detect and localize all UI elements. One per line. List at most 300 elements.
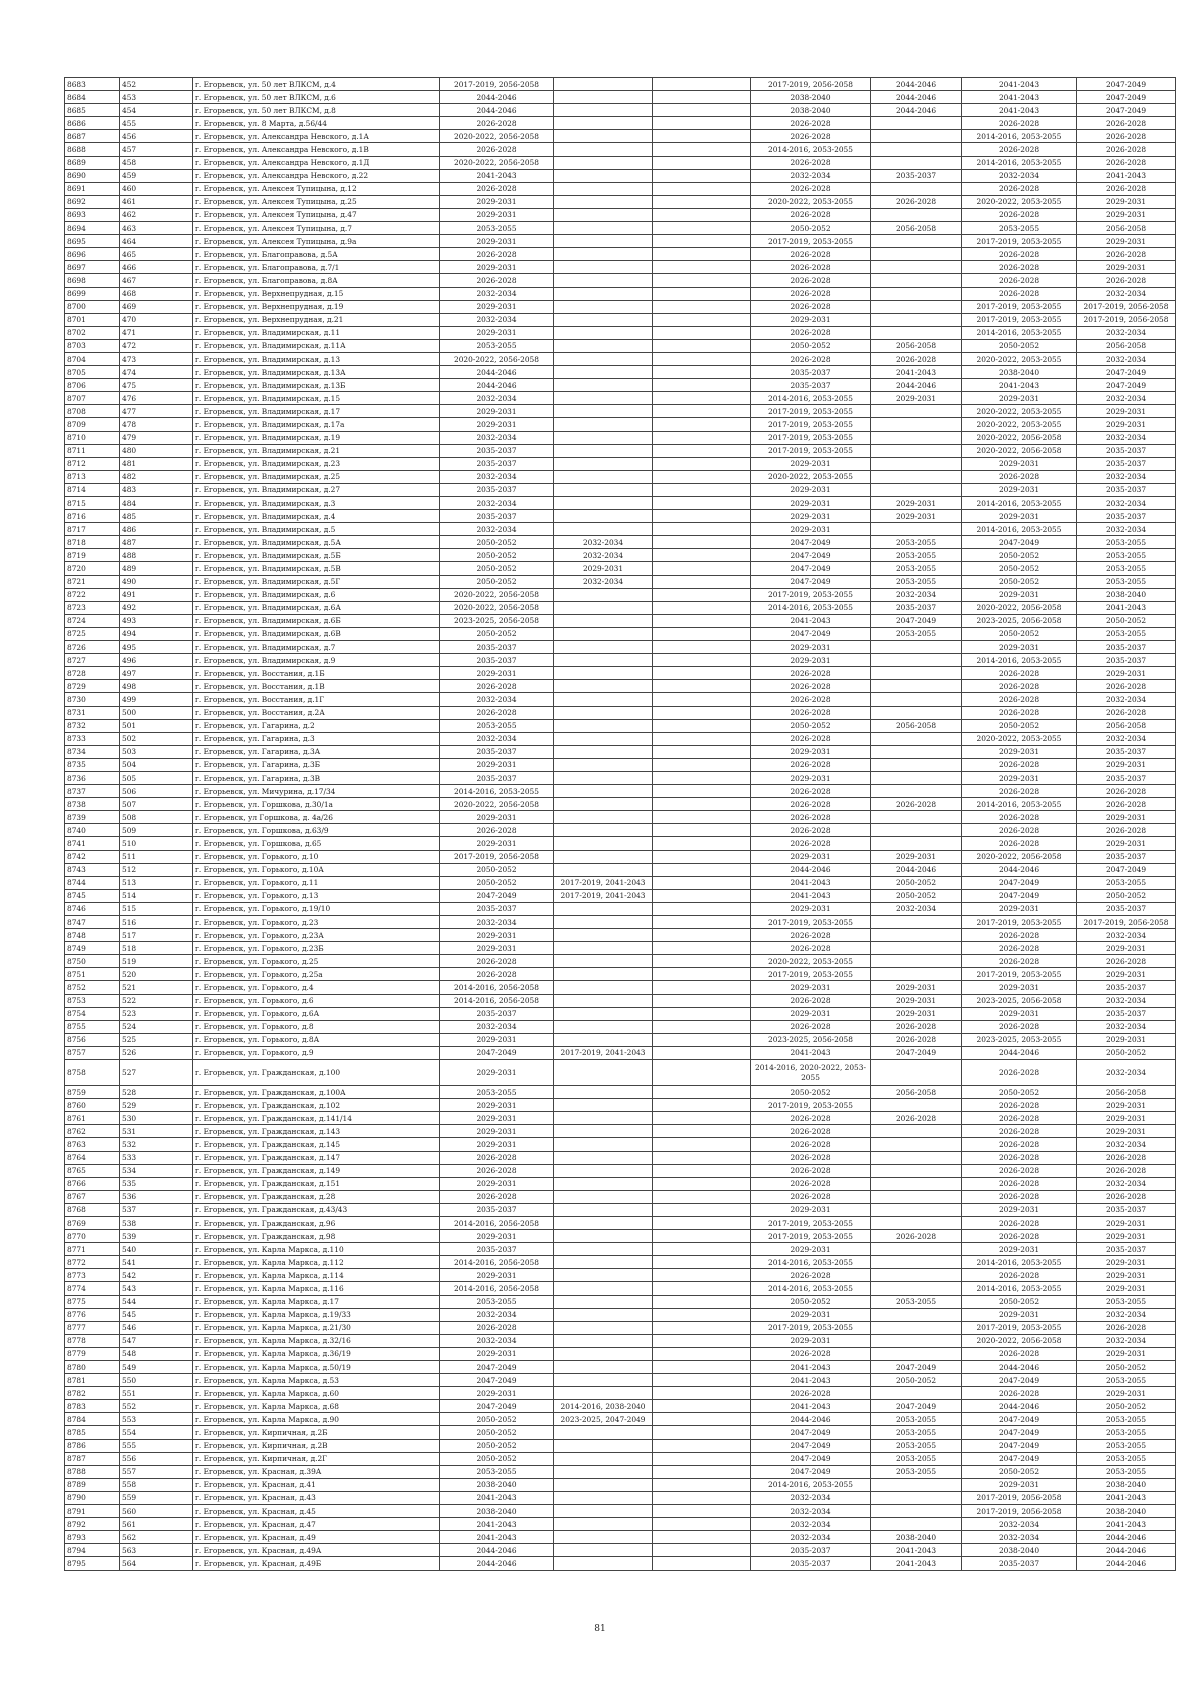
address-cell: г. Егорьевск, ул. Владимирская, д.5В (193, 562, 440, 575)
period-cell: 2029-2031 (962, 457, 1077, 470)
period-cell: 2056-2058 (871, 222, 962, 235)
row-number-cell: 8755 (65, 1020, 120, 1033)
period-cell: 2026-2028 (962, 706, 1077, 719)
period-cell: 2032-2034 (440, 497, 554, 510)
period-cell (554, 641, 653, 654)
period-cell (653, 104, 751, 117)
row-number-cell: 8770 (65, 1230, 120, 1243)
period-cell: 2026-2028 (962, 680, 1077, 693)
period-cell: 2035-2037 (1077, 981, 1176, 994)
item-number-cell: 515 (120, 902, 193, 915)
period-cell: 2026-2028 (440, 1190, 554, 1203)
period-cell: 2026-2028 (871, 798, 962, 811)
address-cell: г. Егорьевск, ул. Верхнепрудная, д.21 (193, 313, 440, 326)
row-number-cell: 8728 (65, 667, 120, 680)
item-number-cell: 553 (120, 1413, 193, 1426)
row-number-cell: 8702 (65, 326, 120, 339)
table-row (65, 287, 1176, 300)
period-cell (554, 483, 653, 496)
period-cell: 2041-2043 (1077, 1518, 1176, 1531)
period-cell (554, 1243, 653, 1256)
period-cell (653, 1230, 751, 1243)
period-cell (653, 182, 751, 195)
item-number-cell: 486 (120, 523, 193, 536)
address-cell: г. Егорьевск, ул. Владимирская, д.9 (193, 654, 440, 667)
period-cell: 2026-2028 (1077, 130, 1176, 143)
period-cell (871, 771, 962, 784)
period-cell: 2017-2019, 2053-2055 (962, 1321, 1077, 1334)
period-cell (554, 1020, 653, 1033)
row-number-cell: 8787 (65, 1452, 120, 1465)
period-cell (554, 143, 653, 156)
address-cell: г. Егорьевск, ул. Гагарина, д.3 (193, 732, 440, 745)
period-cell: 2026-2028 (440, 274, 554, 287)
period-cell: 2014-2016, 2053-2055 (962, 156, 1077, 169)
period-cell: 2053-2055 (871, 1452, 962, 1465)
period-cell (871, 418, 962, 431)
table-row (65, 418, 1176, 431)
period-cell (554, 614, 653, 627)
period-cell: 2026-2028 (751, 929, 871, 942)
period-cell (554, 405, 653, 418)
period-cell (554, 156, 653, 169)
item-number-cell: 477 (120, 405, 193, 418)
period-cell (653, 235, 751, 248)
period-cell (871, 1518, 962, 1531)
period-cell: 2032-2034 (962, 1531, 1077, 1544)
period-cell: 2026-2028 (751, 824, 871, 837)
period-cell: 2050-2052 (751, 719, 871, 732)
period-cell (554, 1033, 653, 1046)
period-cell: 2053-2055 (871, 536, 962, 549)
item-number-cell: 539 (120, 1230, 193, 1243)
table-row (65, 195, 1176, 208)
address-cell: г. Егорьевск, ул. 50 лет ВЛКСМ, д.8 (193, 104, 440, 117)
period-cell: 2041-2043 (751, 889, 871, 902)
period-cell: 2053-2055 (1077, 1452, 1176, 1465)
period-cell: 2014-2016, 2038-2040 (554, 1400, 653, 1413)
period-cell: 2032-2034 (440, 732, 554, 745)
period-cell (554, 981, 653, 994)
period-cell: 2056-2058 (1077, 719, 1176, 732)
address-cell: г. Егорьевск, ул. Мичурина, д.17/34 (193, 785, 440, 798)
period-cell: 2041-2043 (962, 78, 1077, 91)
table-row (65, 706, 1176, 719)
table-row (65, 876, 1176, 889)
period-cell: 2014-2016, 2053-2055 (962, 1282, 1077, 1295)
item-number-cell: 522 (120, 994, 193, 1007)
period-cell: 2026-2028 (962, 117, 1077, 130)
period-cell (653, 392, 751, 405)
table-row (65, 1060, 1176, 1086)
row-number-cell: 8739 (65, 811, 120, 824)
period-cell (871, 837, 962, 850)
period-cell (554, 1308, 653, 1321)
period-cell (554, 1531, 653, 1544)
period-cell: 2029-2031 (751, 523, 871, 536)
period-cell: 2050-2052 (871, 876, 962, 889)
period-cell: 2044-2046 (962, 1400, 1077, 1413)
period-cell (653, 575, 751, 588)
table-row (65, 169, 1176, 182)
period-cell: 2035-2037 (751, 366, 871, 379)
item-number-cell: 559 (120, 1491, 193, 1504)
period-cell: 2029-2031 (751, 1243, 871, 1256)
period-cell: 2035-2037 (440, 641, 554, 654)
period-cell: 2053-2055 (871, 1439, 962, 1452)
period-cell: 2035-2037 (1077, 483, 1176, 496)
period-cell (653, 1505, 751, 1518)
period-cell: 2041-2043 (440, 169, 554, 182)
table-row (65, 1400, 1176, 1413)
period-cell: 2020-2022, 2056-2058 (962, 850, 1077, 863)
period-cell: 2041-2043 (871, 1544, 962, 1557)
period-cell: 2041-2043 (751, 876, 871, 889)
address-cell: г. Егорьевск, ул. 50 лет ВЛКСМ, д.4 (193, 78, 440, 91)
row-number-cell: 8743 (65, 863, 120, 876)
period-cell (653, 1347, 751, 1360)
period-cell (554, 339, 653, 352)
period-cell (871, 680, 962, 693)
row-number-cell: 8765 (65, 1164, 120, 1177)
period-cell (653, 1374, 751, 1387)
period-cell: 2026-2028 (440, 248, 554, 261)
period-cell: 2032-2034 (1077, 693, 1176, 706)
table-row (65, 929, 1176, 942)
period-cell: 2032-2034 (440, 523, 554, 536)
row-number-cell: 8762 (65, 1125, 120, 1138)
period-cell (554, 274, 653, 287)
period-cell (653, 1033, 751, 1046)
period-cell: 2053-2055 (871, 1465, 962, 1478)
row-number-cell: 8718 (65, 536, 120, 549)
table-row (65, 837, 1176, 850)
period-cell (554, 627, 653, 640)
period-cell (653, 287, 751, 300)
period-cell: 2026-2028 (751, 732, 871, 745)
period-cell: 2026-2028 (1077, 1164, 1176, 1177)
period-cell: 2035-2037 (440, 654, 554, 667)
period-cell: 2014-2016, 2056-2058 (440, 994, 554, 1007)
table-row (65, 1020, 1176, 1033)
row-number-cell: 8768 (65, 1203, 120, 1216)
address-cell: г. Егорьевск, ул. Владимирская, д.11 (193, 326, 440, 339)
item-number-cell: 472 (120, 339, 193, 352)
period-cell: 2029-2031 (440, 1099, 554, 1112)
table-row (65, 1216, 1176, 1229)
period-cell: 2017-2019, 2053-2055 (751, 1230, 871, 1243)
period-cell: 2035-2037 (1077, 1243, 1176, 1256)
table-row (65, 470, 1176, 483)
period-cell: 2029-2031 (751, 745, 871, 758)
table-row (65, 1452, 1176, 1465)
period-cell: 2050-2052 (962, 1086, 1077, 1099)
period-cell: 2047-2049 (440, 889, 554, 902)
period-cell: 2014-2016, 2053-2055 (962, 654, 1077, 667)
period-cell: 2029-2031 (440, 1387, 554, 1400)
period-cell: 2029-2031 (871, 981, 962, 994)
period-cell: 2026-2028 (962, 1151, 1077, 1164)
period-cell: 2032-2034 (1077, 994, 1176, 1007)
period-cell: 2053-2055 (1077, 549, 1176, 562)
period-cell: 2026-2028 (871, 1033, 962, 1046)
period-cell (554, 771, 653, 784)
period-cell: 2050-2052 (440, 1426, 554, 1439)
period-cell: 2026-2028 (1077, 1151, 1176, 1164)
period-cell: 2047-2049 (962, 1413, 1077, 1426)
row-number-cell: 8773 (65, 1269, 120, 1282)
period-cell: 2038-2040 (440, 1478, 554, 1491)
item-number-cell: 523 (120, 1007, 193, 1020)
period-cell (653, 261, 751, 274)
row-number-cell: 8763 (65, 1138, 120, 1151)
item-number-cell: 531 (120, 1125, 193, 1138)
period-cell: 2050-2052 (440, 627, 554, 640)
period-cell (554, 418, 653, 431)
period-cell: 2032-2034 (1077, 326, 1176, 339)
period-cell: 2026-2028 (962, 470, 1077, 483)
period-cell (653, 431, 751, 444)
address-cell: г. Егорьевск, ул. Красная, д.47 (193, 1518, 440, 1531)
period-cell: 2026-2028 (962, 1190, 1077, 1203)
period-cell: 2044-2046 (1077, 1544, 1176, 1557)
period-cell: 2029-2031 (1077, 667, 1176, 680)
period-cell (554, 719, 653, 732)
address-cell: г. Егорьевск, ул. Карла Маркса, д.110 (193, 1243, 440, 1256)
period-cell: 2029-2031 (962, 641, 1077, 654)
table-row (65, 483, 1176, 496)
period-cell (554, 313, 653, 326)
address-cell: г. Егорьевск, ул. Карла Маркса, д.19/33 (193, 1308, 440, 1321)
period-cell: 2026-2028 (1077, 785, 1176, 798)
period-cell: 2026-2028 (1077, 143, 1176, 156)
period-cell: 2026-2028 (962, 1347, 1077, 1360)
table-row (65, 549, 1176, 562)
table-row (65, 889, 1176, 902)
period-cell: 2053-2055 (871, 1295, 962, 1308)
address-cell: г. Егорьевск, ул. Владимирская, д.3 (193, 497, 440, 510)
address-cell: г. Егорьевск, ул. Владимирская, д.13 (193, 352, 440, 365)
table-row (65, 1426, 1176, 1439)
item-number-cell: 452 (120, 78, 193, 91)
period-cell (653, 929, 751, 942)
period-cell: 2014-2016, 2053-2055 (962, 130, 1077, 143)
period-cell (871, 431, 962, 444)
address-cell: г. Егорьевск, ул. Кирпичная, д.2Г (193, 1452, 440, 1465)
period-cell (653, 497, 751, 510)
row-number-cell: 8684 (65, 91, 120, 104)
row-number-cell: 8719 (65, 549, 120, 562)
period-cell: 2050-2052 (871, 1374, 962, 1387)
period-cell (653, 195, 751, 208)
period-cell: 2020-2022, 2056-2058 (440, 588, 554, 601)
row-number-cell: 8691 (65, 182, 120, 195)
period-cell (653, 994, 751, 1007)
table-row (65, 588, 1176, 601)
period-cell: 2047-2049 (751, 575, 871, 588)
period-cell: 2029-2031 (751, 510, 871, 523)
period-cell: 2038-2040 (962, 366, 1077, 379)
period-cell: 2047-2049 (440, 1400, 554, 1413)
item-number-cell: 524 (120, 1020, 193, 1033)
period-cell: 2026-2028 (962, 143, 1077, 156)
address-cell: г. Егорьевск, ул. Владимирская, д.6А (193, 601, 440, 614)
row-number-cell: 8723 (65, 601, 120, 614)
period-cell: 2038-2040 (751, 104, 871, 117)
period-cell: 2026-2028 (871, 195, 962, 208)
period-cell (653, 222, 751, 235)
period-cell (871, 457, 962, 470)
period-cell: 2026-2028 (440, 143, 554, 156)
table-row (65, 1243, 1176, 1256)
row-number-cell: 8700 (65, 300, 120, 313)
period-cell (653, 1020, 751, 1033)
row-number-cell: 8730 (65, 693, 120, 706)
period-cell: 2041-2043 (1077, 1491, 1176, 1504)
period-cell (653, 169, 751, 182)
period-cell (653, 968, 751, 981)
period-cell: 2044-2046 (440, 1557, 554, 1570)
row-number-cell: 8754 (65, 1007, 120, 1020)
table-row (65, 208, 1176, 221)
period-cell (871, 929, 962, 942)
period-cell (653, 1531, 751, 1544)
period-cell (554, 287, 653, 300)
period-cell (653, 91, 751, 104)
period-cell: 2014-2016, 2053-2055 (962, 798, 1077, 811)
period-cell (554, 1112, 653, 1125)
period-cell: 2032-2034 (440, 470, 554, 483)
period-cell: 2026-2028 (751, 837, 871, 850)
period-cell (871, 745, 962, 758)
period-cell: 2053-2055 (440, 719, 554, 732)
period-cell: 2020-2022, 2056-2058 (440, 601, 554, 614)
period-cell: 2017-2019, 2053-2055 (751, 405, 871, 418)
period-cell: 2032-2034 (1077, 287, 1176, 300)
address-cell: г. Егорьевск, ул. Гражданская, д.98 (193, 1230, 440, 1243)
row-number-cell: 8699 (65, 287, 120, 300)
period-cell: 2020-2022, 2056-2058 (962, 1334, 1077, 1347)
period-cell: 2029-2031 (1077, 1269, 1176, 1282)
address-cell: г. Егорьевск, ул. Кирпичная, д.2В (193, 1439, 440, 1452)
period-cell (653, 1086, 751, 1099)
item-number-cell: 488 (120, 549, 193, 562)
item-number-cell: 537 (120, 1203, 193, 1216)
period-cell (871, 1138, 962, 1151)
table-row (65, 91, 1176, 104)
period-cell: 2050-2052 (440, 549, 554, 562)
table-row (65, 1321, 1176, 1334)
period-cell (554, 588, 653, 601)
period-cell (653, 536, 751, 549)
period-cell: 2041-2043 (751, 1374, 871, 1387)
row-number-cell: 8772 (65, 1256, 120, 1269)
period-cell (554, 1347, 653, 1360)
period-cell: 2032-2034 (1077, 732, 1176, 745)
period-cell (554, 130, 653, 143)
item-number-cell: 517 (120, 929, 193, 942)
table-row (65, 1361, 1176, 1374)
table-row (65, 1544, 1176, 1557)
period-cell: 2050-2052 (751, 1295, 871, 1308)
period-cell: 2020-2022, 2053-2055 (751, 470, 871, 483)
row-number-cell: 8740 (65, 824, 120, 837)
address-cell: г. Егорьевск, ул. Восстания, д.1Б (193, 667, 440, 680)
period-cell: 2029-2031 (962, 771, 1077, 784)
item-number-cell: 484 (120, 497, 193, 510)
period-cell: 2047-2049 (962, 1439, 1077, 1452)
table-row (65, 955, 1176, 968)
period-cell (554, 968, 653, 981)
schedule-table (64, 77, 1176, 1571)
address-cell: г. Егорьевск, ул. Горького, д.10 (193, 850, 440, 863)
address-cell: г. Егорьевск, ул. Красная, д.49А (193, 1544, 440, 1557)
address-cell: г. Егорьевск, ул. Гражданская, д.151 (193, 1177, 440, 1190)
period-cell: 2029-2031 (1077, 418, 1176, 431)
period-cell (653, 1099, 751, 1112)
table-row (65, 1295, 1176, 1308)
period-cell (871, 156, 962, 169)
row-number-cell: 8727 (65, 654, 120, 667)
period-cell: 2026-2028 (751, 1151, 871, 1164)
table-row (65, 981, 1176, 994)
period-cell: 2023-2025, 2053-2055 (962, 1033, 1077, 1046)
period-cell (554, 352, 653, 365)
address-cell: г. Егорьевск, ул. Гражданская, д.147 (193, 1151, 440, 1164)
period-cell: 2029-2031 (440, 208, 554, 221)
period-cell: 2026-2028 (1077, 680, 1176, 693)
period-cell: 2050-2052 (440, 1439, 554, 1452)
address-cell: г. Егорьевск, ул. Гражданская, д.102 (193, 1099, 440, 1112)
row-number-cell: 8696 (65, 248, 120, 261)
address-cell: г. Егорьевск, ул. Карла Маркса, д.116 (193, 1282, 440, 1295)
period-cell: 2026-2028 (962, 274, 1077, 287)
item-number-cell: 458 (120, 156, 193, 169)
table-row (65, 1007, 1176, 1020)
period-cell (554, 863, 653, 876)
period-cell (871, 1491, 962, 1504)
period-cell (653, 143, 751, 156)
item-number-cell: 504 (120, 758, 193, 771)
period-cell: 2035-2037 (1077, 745, 1176, 758)
period-cell (871, 1203, 962, 1216)
address-cell: г. Егорьевск, ул. Горького, д.8А (193, 1033, 440, 1046)
address-cell: г. Егорьевск, ул. Горького, д.8 (193, 1020, 440, 1033)
item-number-cell: 551 (120, 1387, 193, 1400)
period-cell: 2035-2037 (440, 1007, 554, 1020)
period-cell: 2047-2049 (1077, 91, 1176, 104)
period-cell: 2035-2037 (440, 1203, 554, 1216)
period-cell: 2014-2016, 2053-2055 (751, 143, 871, 156)
item-number-cell: 471 (120, 326, 193, 339)
row-number-cell: 8757 (65, 1046, 120, 1059)
period-cell (554, 1518, 653, 1531)
period-cell: 2029-2031 (440, 195, 554, 208)
address-cell: г. Егорьевск, ул. Горького, д.10А (193, 863, 440, 876)
period-cell: 2032-2034 (1077, 1334, 1176, 1347)
period-cell: 2044-2046 (962, 863, 1077, 876)
period-cell: 2044-2046 (871, 104, 962, 117)
period-cell: 2053-2055 (871, 562, 962, 575)
period-cell (871, 523, 962, 536)
period-cell (554, 942, 653, 955)
period-cell: 2044-2046 (440, 91, 554, 104)
period-cell: 2047-2049 (751, 1452, 871, 1465)
table-row (65, 104, 1176, 117)
period-cell: 2035-2037 (1077, 444, 1176, 457)
item-number-cell: 555 (120, 1439, 193, 1452)
period-cell: 2029-2031 (751, 850, 871, 863)
